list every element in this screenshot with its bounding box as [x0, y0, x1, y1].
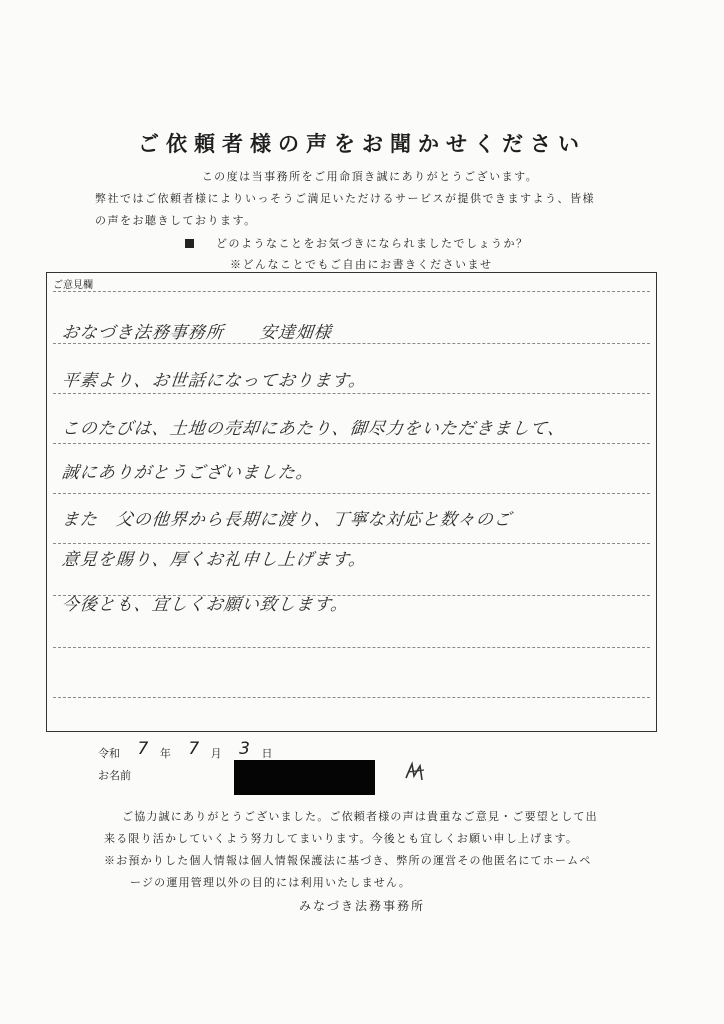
- handwritten-line: また 父の他界から長期に渡り、丁寧な対応と数々のご: [60, 510, 513, 530]
- date-month: 7: [188, 739, 200, 759]
- date-day-unit: 日: [261, 747, 273, 760]
- handwritten-line: おなづき法務事務所 安達畑様: [60, 323, 333, 343]
- date-day: 3: [239, 739, 250, 759]
- signature-mark-icon: [400, 758, 428, 786]
- question: [185, 235, 529, 251]
- name-label: お名前: [98, 769, 131, 782]
- footer-line-1: ご協力誠にありがとうございました。ご依頼者様の声は貴重なご意見・ご要望として出: [122, 810, 598, 823]
- date-year: 7: [137, 739, 149, 759]
- ruled-line: [53, 543, 650, 544]
- question-text: どのようなことをお気づきになられましたでしょうか？: [216, 237, 529, 250]
- handwritten-line: 今後とも、宜しくお願い致します。: [60, 595, 350, 615]
- date-row: [98, 739, 273, 762]
- footer-line-2: 来る限り活かしていくよう努力してまいります。今後とも宜しくお願い申し上げます。: [104, 832, 579, 845]
- handwritten-line: このたびは、土地の売却にあたり、御尽力をいただきまして、: [60, 419, 567, 439]
- instruction-note: ※どんなことでもご自由にお書きくださいませ: [230, 258, 493, 271]
- ruled-line: [53, 443, 650, 444]
- ruled-line: [53, 291, 650, 292]
- footer-line-4: ージの運用管理以外の目的には利用いたしません。: [130, 876, 412, 889]
- intro-line-2: 弊社ではご依頼者様によりいっそうご満足いただけるサービスが提供できますよう、皆様: [95, 192, 595, 205]
- date-month-unit: 月: [210, 747, 222, 760]
- page-title: ご依頼者様の声をお聞かせください: [138, 131, 586, 156]
- intro-line-1: この度は当事務所をご用命頂き誠にありがとうございます。: [201, 170, 539, 183]
- ruled-line: [53, 343, 650, 344]
- comment-box-label: ご意見欄: [53, 280, 93, 291]
- handwritten-line: 誠にありがとうございました。: [60, 463, 315, 483]
- date-era: 令和: [98, 747, 120, 760]
- square-bullet-icon: [185, 239, 194, 248]
- redacted-name: [234, 760, 375, 795]
- firm-name: みなづき法務事務所: [298, 899, 425, 913]
- handwritten-line: 意見を賜り、厚くお礼申し上げます。: [60, 550, 368, 570]
- ruled-line: [53, 493, 650, 494]
- date-year-unit: 年: [159, 747, 171, 760]
- intro-line-3: の声をお聴きしております。: [95, 214, 257, 227]
- ruled-line: [53, 697, 650, 698]
- ruled-line: [53, 647, 650, 648]
- ruled-line: [53, 393, 650, 394]
- footer-line-3: ※お預かりした個人情報は個人情報保護法に基づき、弊所の運営その他匿名にてホームペ: [104, 854, 592, 867]
- handwritten-line: 平素より、お世話になっております。: [60, 371, 368, 391]
